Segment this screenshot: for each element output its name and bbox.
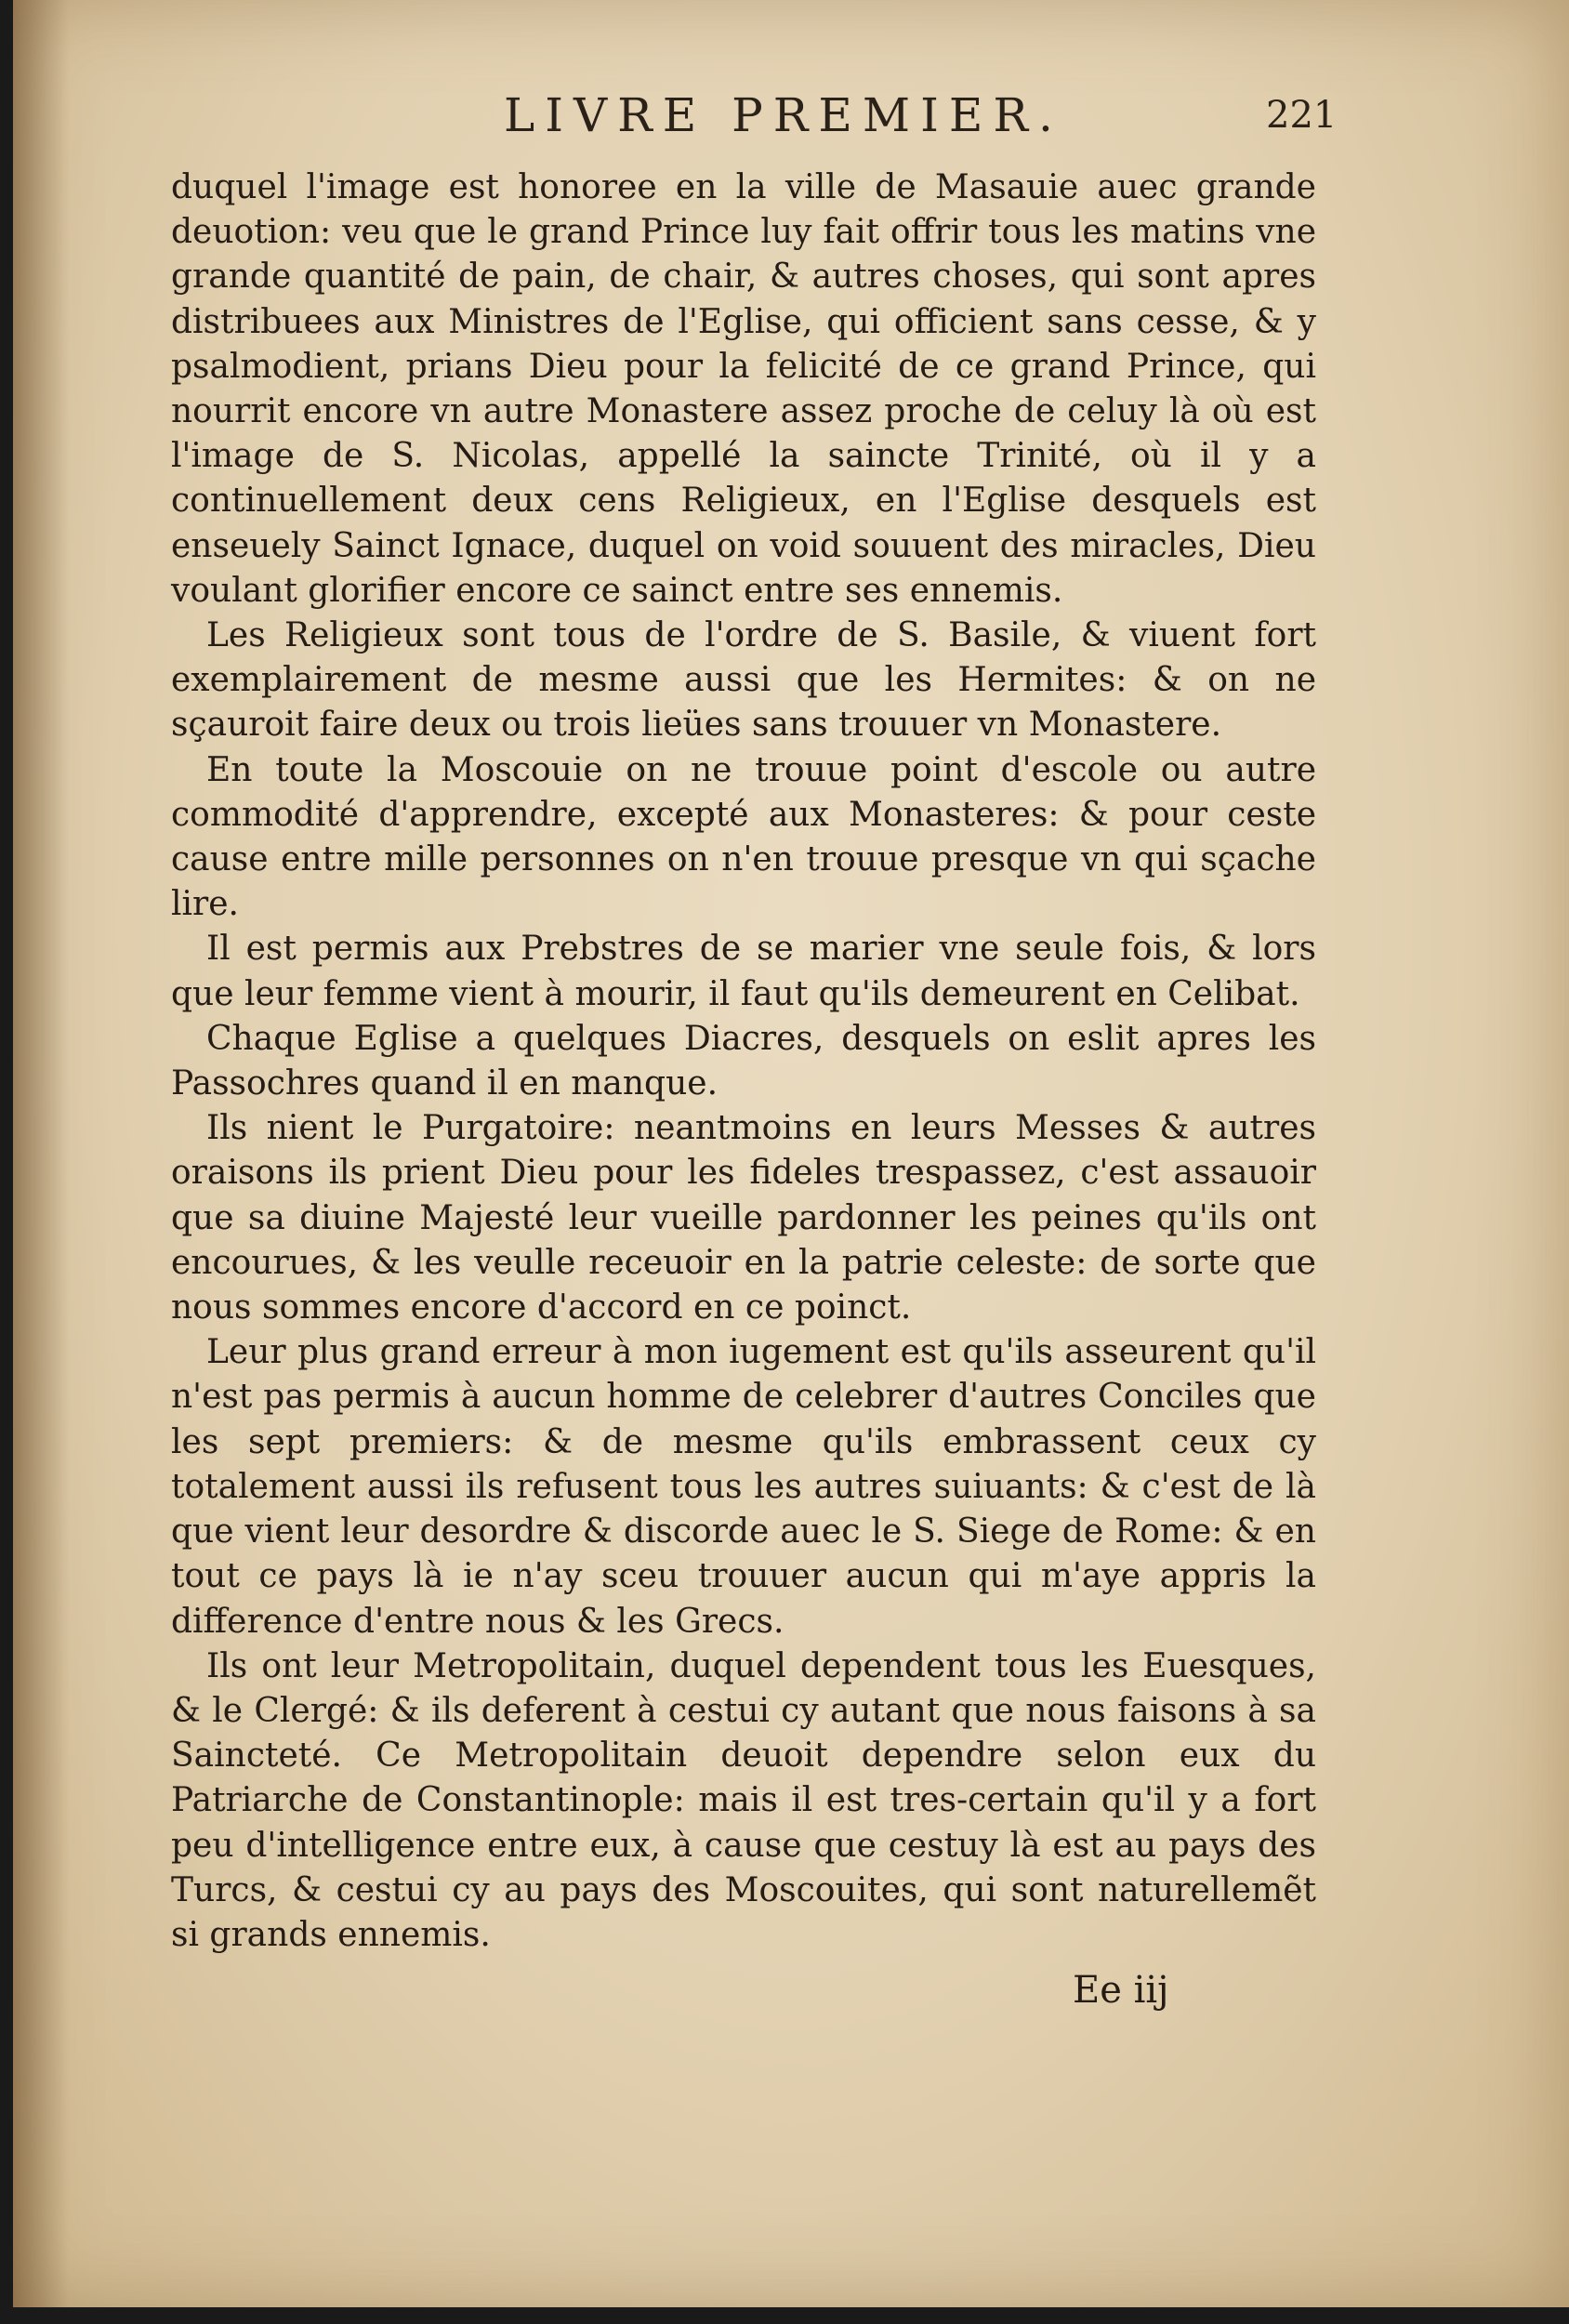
paragraph-4: Il est permis aux Prebstres de se marier vne seule fois, & lors que leur femme vient à mourir, il faut qu'ils demeurent en Celibat.: [171, 930, 1316, 1013]
paragraph-5: Chaque Eglise a quelques Diacres, desquels on eslit apres les Passochres quand il en manque.: [171, 1019, 1316, 1103]
paragraph-1: duquel l'image est honoree en la ville de Masauie auec grande deuotion: veu que le grand Prince luy fait offrir tous les matins vne grande quantité de pain, de chair, & autres choses, qui sont apres distribuees aux Ministres de l'Eglise, qui officient sans cesse, & y psalmodient, prians Dieu pour la felicité de ce grand Prince, qui nourrit encore vn autre Monastere assez proche de celuy là où est l'image de S. Nicolas, appellé la saincte Trinité, où il y a continuellement deux cens Religieux, en l'Eglise desquels est enseuely Sainct Ignace, duquel on void souuent des miracles, Dieu voulant glorifier encore ce sainct entre ses ennemis.: [171, 168, 1316, 610]
paragraph-6: Ils nient le Purgatoire: neantmoins en leurs Messes & autres oraisons ils prient Dieu pour les fideles trespassez, c'est assauoir que sa diuine Majesté leur vueille pardonner les peines qu'ils ont encourues, & les veulle receuoir en la patrie celeste: de sorte que nous sommes encore d'accord en ce poinct.: [171, 1109, 1316, 1327]
page-header: [13, 88, 1569, 153]
book-page: [13, 0, 1569, 2307]
body-text: [171, 165, 1316, 1958]
paragraph-7: Leur plus grand erreur à mon iugement est qu'ils asseurent qu'il n'est pas permis à aucun homme de celebrer d'autres Conciles que les sept premiers: & de mesme qu'ils embrassent ceux cy totalement aussi ils refusent tous les autres suiuants: & c'est de là que vient leur desordre & discorde auec le S. Siege de Rome: & en tout ce pays là ie n'ay sceu trouuer aucun qui m'aye appris la difference d'entre nous & les Grecs.: [171, 1333, 1316, 1641]
page-number: 221: [1266, 94, 1338, 137]
running-title: LIVRE PREMIER.: [504, 88, 1063, 142]
paragraph-3: En toute la Moscouie on ne trouue point d'escole ou autre commodité d'apprendre, excepté aux Monasteres: & pour ceste cause entre mille personnes on n'en trouue presque vn qui sçache lire.: [171, 750, 1316, 924]
signature-mark: Ee iij: [1073, 1969, 1169, 2012]
paragraph-8: Ils ont leur Metropolitain, duquel dependent tous les Euesques, & le Clergé: & ils deferent à cestui cy autant que nous faisons à sa Saincteté. Ce Metropolitain deuoit dependre selon eux du Patriarche de Constantinople: mais il est tres-certain qu'il y a fort peu d'intelligence entre eux, à cause que cestuy là est au pays des Turcs, & cestui cy au pays des Moscouites, qui sont naturellemẽt si grands ennemis.: [171, 1646, 1316, 1954]
paragraph-2: Les Religieux sont tous de l'ordre de S. Basile, & viuent fort exemplairement de mesme aussi que les Hermites: & on ne sçauroit faire deux ou trois lieües sans trouuer vn Monastere.: [171, 616, 1316, 745]
